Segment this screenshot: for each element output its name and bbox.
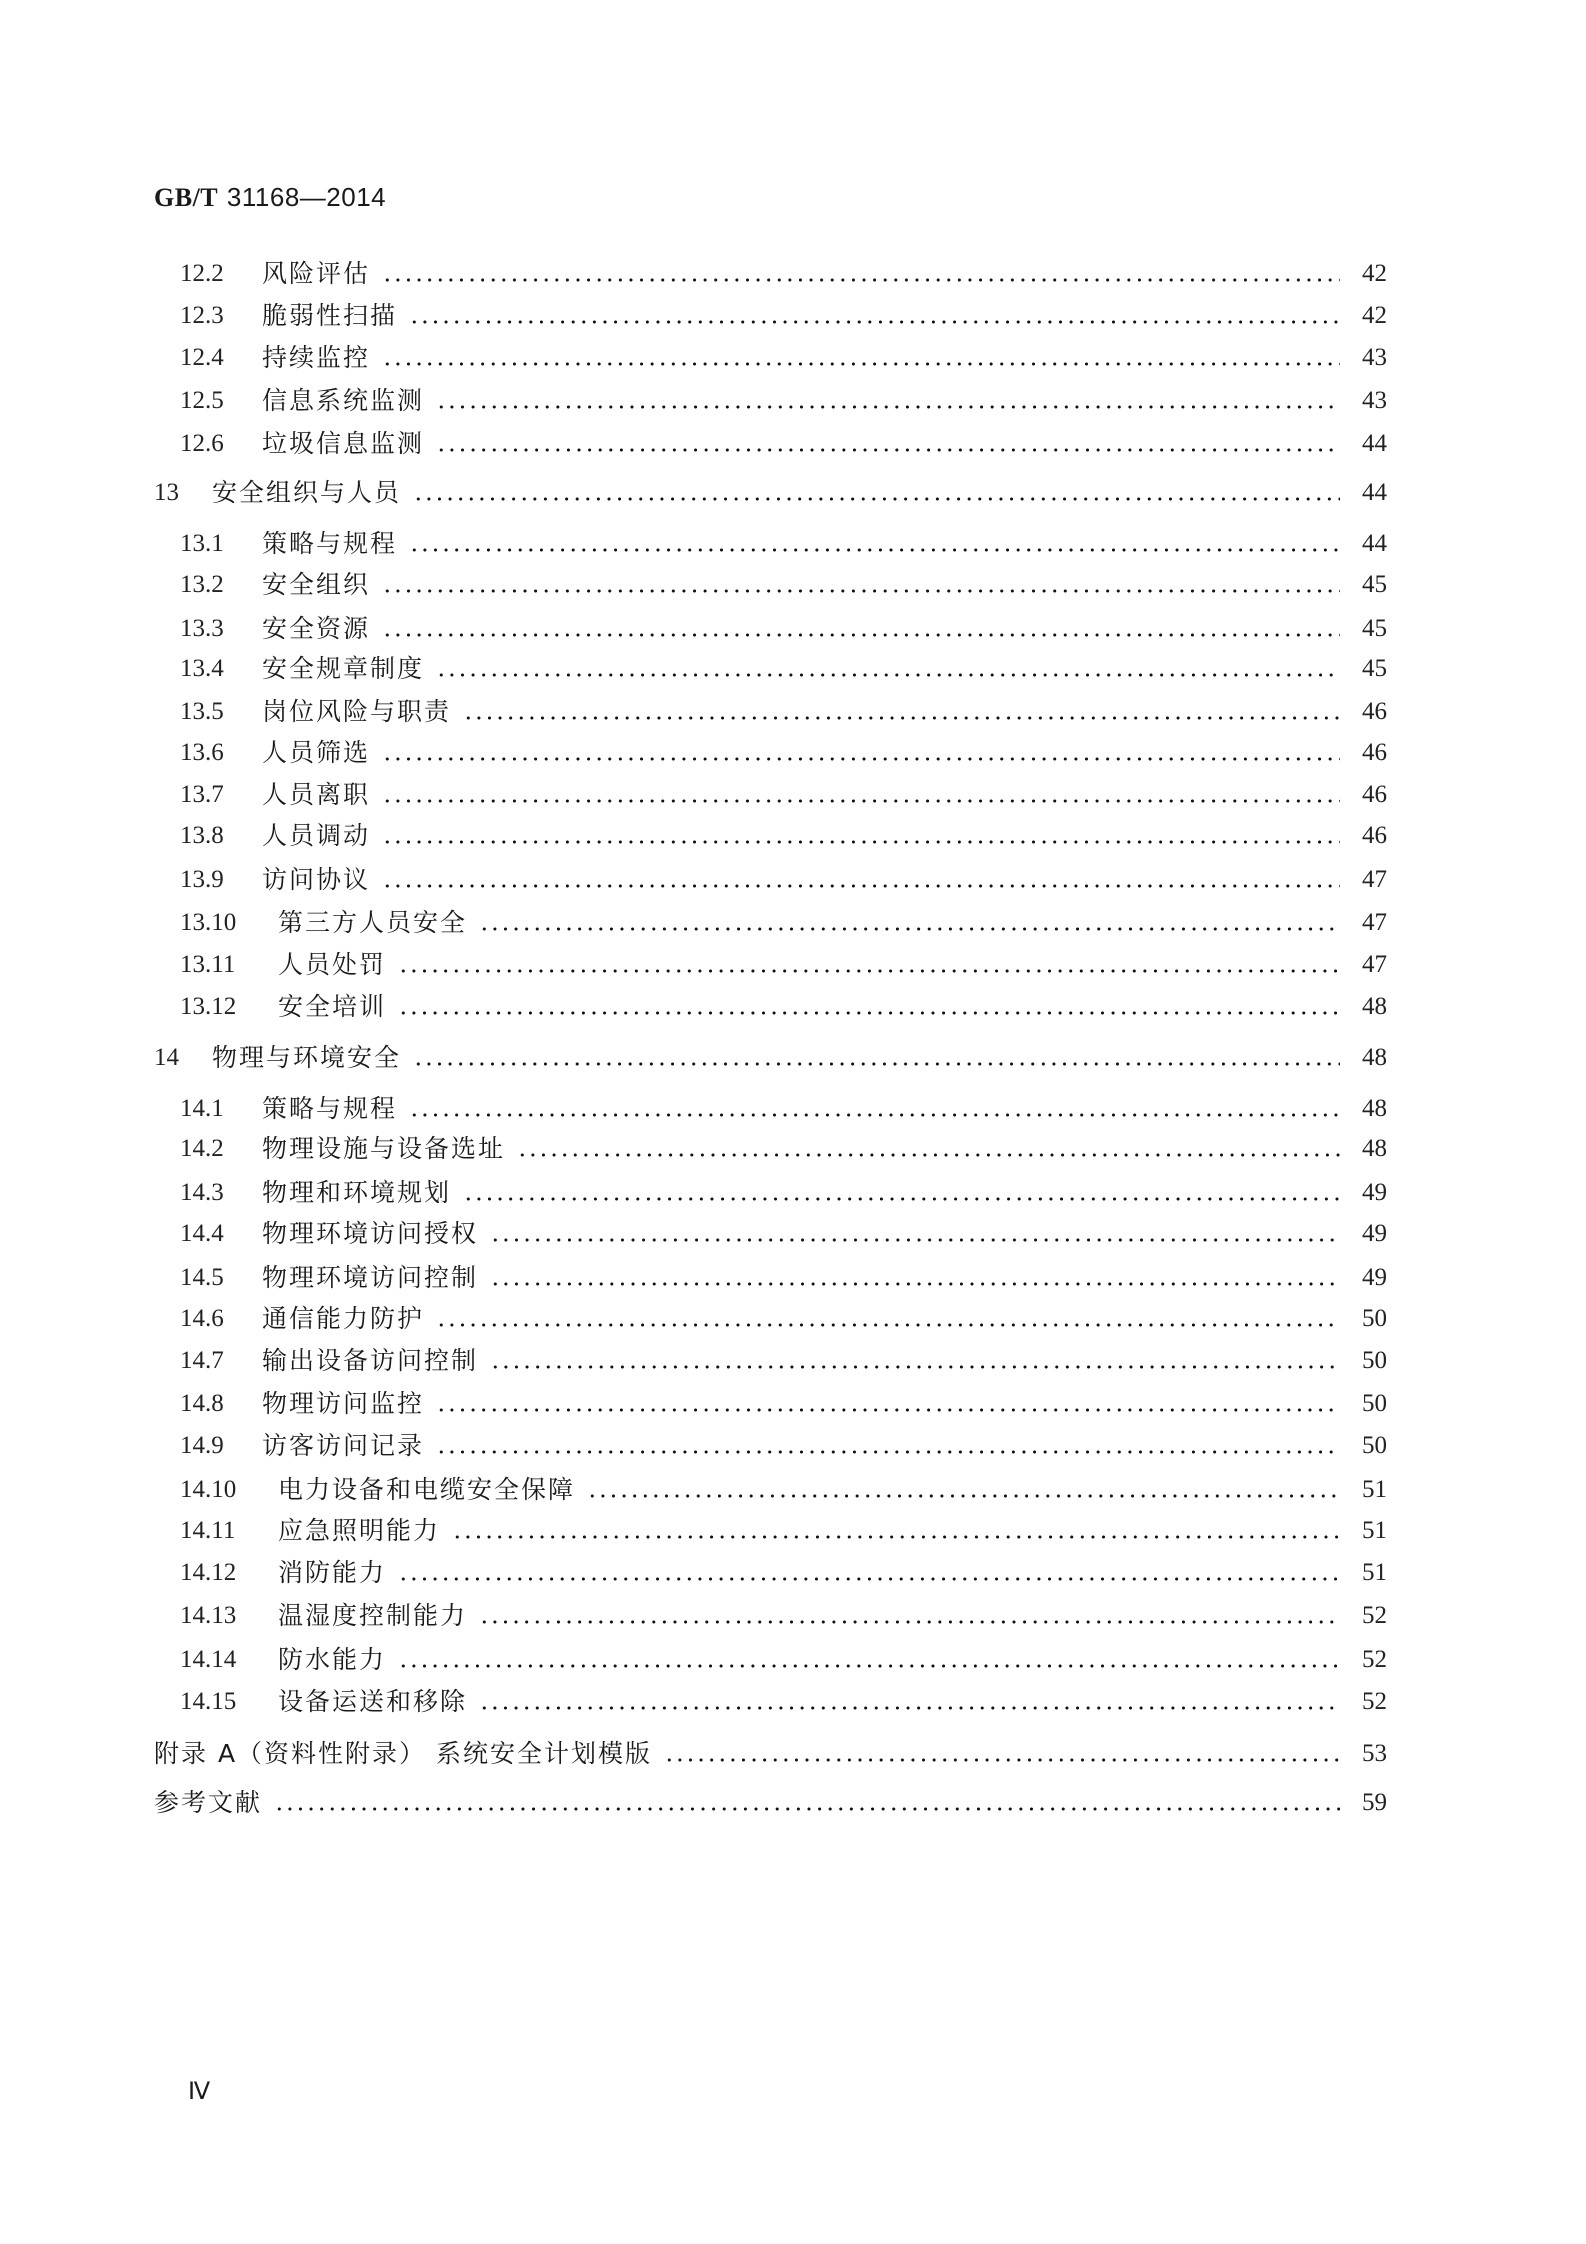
toc-entry[interactable] — [0, 649, 1586, 689]
toc-entry-number: 13.10 — [180, 909, 237, 936]
toc-entry-number: 13.5 — [180, 698, 224, 725]
toc-entry-page: 47 — [1362, 866, 1387, 893]
page-number: Ⅳ — [188, 2079, 211, 2105]
toc-entry-title: 风险评估 — [262, 259, 371, 288]
toc-entry-number: 14.13 — [180, 1602, 237, 1629]
toc-entry-title: 安全培训 — [278, 992, 387, 1021]
toc-entry-title: 附录 A（资料性附录） 系统安全计划模版 — [154, 1739, 652, 1768]
toc-entry-page: 53 — [1362, 1740, 1387, 1767]
toc-entry-number: 14.15 — [180, 1688, 237, 1715]
toc-entry-title: 输出设备访问控制 — [262, 1346, 479, 1375]
dot-leader — [398, 1640, 1340, 1680]
toc-entry-page: 52 — [1362, 1688, 1387, 1715]
dot-leader — [382, 254, 1340, 294]
toc-entry-page: 51 — [1362, 1476, 1387, 1503]
dot-leader — [479, 1682, 1340, 1722]
toc-entry-page: 59 — [1362, 1789, 1387, 1816]
toc-entry-title: 人员离职 — [262, 780, 371, 809]
toc-entry[interactable] — [0, 1596, 1586, 1636]
toc-entry-number: 14.5 — [180, 1264, 224, 1291]
toc-entry-title: 温湿度控制能力 — [278, 1601, 468, 1630]
toc-entry[interactable] — [0, 692, 1586, 732]
toc-entry-page: 44 — [1362, 479, 1387, 506]
toc-entry[interactable] — [0, 1426, 1586, 1466]
toc-entry-number: 14.14 — [180, 1646, 237, 1673]
toc-entry[interactable] — [0, 945, 1586, 985]
toc-entry[interactable] — [0, 254, 1586, 294]
toc-entry-page: 51 — [1362, 1559, 1387, 1586]
toc-entry[interactable] — [0, 1734, 1586, 1774]
toc-entry-title: 脆弱性扫描 — [262, 301, 398, 330]
toc-entry[interactable] — [0, 1038, 1586, 1078]
toc-entry-page: 42 — [1362, 260, 1387, 287]
toc-entry-page: 45 — [1362, 615, 1387, 642]
toc-entry-page: 50 — [1362, 1305, 1387, 1332]
toc-entry-title: 电力设备和电缆安全保障 — [278, 1475, 576, 1504]
dot-leader — [664, 1734, 1340, 1774]
toc-entry[interactable] — [0, 381, 1586, 421]
toc-entry-title: 应急照明能力 — [278, 1516, 441, 1545]
dot-leader — [463, 692, 1340, 732]
toc-entry-title: 参考文献 — [154, 1788, 263, 1817]
toc-entry-number: 14.8 — [180, 1390, 224, 1417]
toc-entry-page: 47 — [1362, 909, 1387, 936]
toc-entry-number: 13.2 — [180, 571, 224, 598]
toc-entry-title: 物理与环境安全 — [212, 1043, 402, 1072]
toc-entry-title: 设备运送和移除 — [278, 1687, 468, 1716]
toc-entry-number: 14.10 — [180, 1476, 237, 1503]
dot-leader — [382, 338, 1340, 378]
toc-entry-title: 物理环境访问授权 — [262, 1219, 479, 1248]
toc-entry-page: 45 — [1362, 571, 1387, 598]
dot-leader — [382, 775, 1340, 815]
standard-code — [154, 182, 386, 213]
toc-entry-number: 13.8 — [180, 822, 224, 849]
dot-leader — [436, 1384, 1340, 1424]
toc-entry-number: 13.4 — [180, 655, 224, 682]
dot-leader — [382, 565, 1340, 605]
toc-entry[interactable] — [0, 473, 1586, 513]
toc-entry[interactable] — [0, 1553, 1586, 1593]
toc-entry-number: 12.2 — [180, 260, 224, 287]
toc-entry[interactable] — [0, 816, 1586, 856]
dot-leader — [382, 733, 1340, 773]
toc-entry-title: 安全组织 — [262, 570, 371, 599]
toc-entry-number: 14.3 — [180, 1179, 224, 1206]
toc-entry[interactable] — [0, 1682, 1586, 1722]
toc-entry-page: 43 — [1362, 387, 1387, 414]
toc-entry[interactable] — [0, 1384, 1586, 1424]
dot-leader — [398, 987, 1340, 1027]
toc-entry[interactable] — [0, 1258, 1586, 1298]
toc-entry[interactable] — [0, 1470, 1586, 1510]
dot-leader — [409, 1089, 1340, 1129]
toc-entry-title: 物理环境访问控制 — [262, 1263, 479, 1292]
dot-leader — [436, 424, 1340, 464]
toc-entry[interactable] — [0, 1089, 1586, 1129]
dot-leader — [490, 1258, 1340, 1298]
toc-entry-title: 安全资源 — [262, 614, 371, 643]
toc-entry-number: 13.3 — [180, 615, 224, 642]
toc-entry-number: 14.2 — [180, 1135, 224, 1162]
toc-entry-page: 45 — [1362, 655, 1387, 682]
toc-entry[interactable] — [0, 1173, 1586, 1213]
toc-entry-number: 14.11 — [180, 1517, 236, 1544]
dot-leader — [274, 1783, 1340, 1823]
toc-entry-number: 14.1 — [180, 1095, 224, 1122]
toc-entry[interactable] — [0, 296, 1586, 336]
toc-entry-page: 43 — [1362, 344, 1387, 371]
toc-entry-page: 48 — [1362, 993, 1387, 1020]
dot-leader — [409, 296, 1340, 336]
toc-entry-page: 42 — [1362, 302, 1387, 329]
toc-entry[interactable] — [0, 1341, 1586, 1381]
toc-entry-title: 通信能力防护 — [262, 1304, 425, 1333]
dot-leader — [436, 1299, 1340, 1339]
toc-entry-number: 12.5 — [180, 387, 224, 414]
toc-entry-page: 44 — [1362, 530, 1387, 557]
toc-entry-number: 14.7 — [180, 1347, 224, 1374]
dot-leader — [398, 945, 1340, 985]
toc-entry-page: 48 — [1362, 1095, 1387, 1122]
toc-entry-number: 13.6 — [180, 739, 224, 766]
toc-entry-title: 第三方人员安全 — [278, 908, 468, 937]
toc-entry-page: 49 — [1362, 1264, 1387, 1291]
toc-entry[interactable] — [0, 609, 1586, 649]
toc-entry-title: 物理设施与设备选址 — [262, 1134, 506, 1163]
toc-entry-number: 12.4 — [180, 344, 224, 371]
toc-entry-title: 信息系统监测 — [262, 386, 425, 415]
dot-leader — [517, 1129, 1340, 1169]
toc-entry[interactable] — [0, 424, 1586, 464]
dot-leader — [382, 816, 1340, 856]
toc-entry-title: 人员处罚 — [278, 950, 387, 979]
toc-entry-number: 13 — [154, 479, 179, 506]
toc-entry-number: 13.12 — [180, 993, 237, 1020]
toc-entry-page: 46 — [1362, 781, 1387, 808]
toc-entry-title: 访客访问记录 — [262, 1431, 425, 1460]
dot-leader — [382, 609, 1340, 649]
toc-entry-title: 策略与规程 — [262, 1094, 398, 1123]
toc-entry[interactable] — [0, 565, 1586, 605]
toc-entry[interactable] — [0, 1129, 1586, 1169]
toc-entry-page: 48 — [1362, 1135, 1387, 1162]
dot-leader — [413, 1038, 1340, 1078]
toc-entry-title: 消防能力 — [278, 1558, 387, 1587]
toc-entry[interactable] — [0, 1783, 1586, 1823]
toc-entry-page: 48 — [1362, 1044, 1387, 1071]
toc-entry-title: 岗位风险与职责 — [262, 697, 452, 726]
toc-entry-page: 50 — [1362, 1347, 1387, 1374]
standard-prefix: GB/T — [154, 183, 219, 212]
dot-leader — [587, 1470, 1340, 1510]
dot-leader — [490, 1341, 1340, 1381]
toc-entry-number: 13.11 — [180, 951, 236, 978]
toc-entry-page: 49 — [1362, 1220, 1387, 1247]
toc-entry-title: 安全规章制度 — [262, 654, 425, 683]
toc-entry-title: 策略与规程 — [262, 529, 398, 558]
toc-entry[interactable] — [0, 1214, 1586, 1254]
toc-entry-title: 垃圾信息监测 — [262, 429, 425, 458]
toc-entry-number: 14.6 — [180, 1305, 224, 1332]
toc-entry-title: 安全组织与人员 — [212, 478, 402, 507]
toc-entry-number: 14.9 — [180, 1432, 224, 1459]
toc-entry-number: 13.1 — [180, 530, 224, 557]
toc-entry-number: 14.4 — [180, 1220, 224, 1247]
toc-entry-page: 46 — [1362, 822, 1387, 849]
toc-entry-page: 50 — [1362, 1432, 1387, 1459]
toc-entry-number: 12.6 — [180, 430, 224, 457]
toc-entry[interactable] — [0, 860, 1586, 900]
toc-entry-page: 52 — [1362, 1602, 1387, 1629]
toc-entry-page: 49 — [1362, 1179, 1387, 1206]
dot-leader — [452, 1511, 1340, 1551]
toc-entry-number: 14.12 — [180, 1559, 237, 1586]
toc-entry-page: 46 — [1362, 698, 1387, 725]
toc-entry[interactable] — [0, 338, 1586, 378]
dot-leader — [490, 1214, 1340, 1254]
toc-entry-number: 12.3 — [180, 302, 224, 329]
toc-entry-title: 物理访问监控 — [262, 1389, 425, 1418]
toc-entry-title: 物理和环境规划 — [262, 1178, 452, 1207]
toc-entry[interactable] — [0, 775, 1586, 815]
toc-entry-page: 52 — [1362, 1646, 1387, 1673]
dot-leader — [479, 1596, 1340, 1636]
dot-leader — [413, 473, 1340, 513]
toc-entry[interactable] — [0, 987, 1586, 1027]
dot-leader — [436, 1426, 1340, 1466]
toc-entry-title: 人员筛选 — [262, 738, 371, 767]
toc-entry[interactable] — [0, 524, 1586, 564]
toc-entry[interactable] — [0, 903, 1586, 943]
toc-entry-page: 46 — [1362, 739, 1387, 766]
toc-entry-title: 访问协议 — [262, 865, 371, 894]
toc-entry-page: 50 — [1362, 1390, 1387, 1417]
dot-leader — [436, 649, 1340, 689]
dot-leader — [409, 524, 1340, 564]
dot-leader — [382, 860, 1340, 900]
toc-entry[interactable] — [0, 1511, 1586, 1551]
standard-number: 31168—2014 — [226, 182, 387, 212]
dot-leader — [436, 381, 1340, 421]
toc-entry-title: 防水能力 — [278, 1645, 387, 1674]
toc-entry[interactable] — [0, 1299, 1586, 1339]
toc-entry[interactable] — [0, 733, 1586, 773]
toc-entry-page: 51 — [1362, 1517, 1387, 1544]
toc-entry-page: 44 — [1362, 430, 1387, 457]
toc-entry-title: 持续监控 — [262, 343, 371, 372]
toc-entry[interactable] — [0, 1640, 1586, 1680]
dot-leader — [479, 903, 1340, 943]
toc-entry-number: 14 — [154, 1044, 179, 1071]
toc-entry-title: 人员调动 — [262, 821, 371, 850]
dot-leader — [463, 1173, 1340, 1213]
toc-entry-number: 13.9 — [180, 866, 224, 893]
dot-leader — [398, 1553, 1340, 1593]
toc-entry-page: 47 — [1362, 951, 1387, 978]
toc-entry-number: 13.7 — [180, 781, 224, 808]
